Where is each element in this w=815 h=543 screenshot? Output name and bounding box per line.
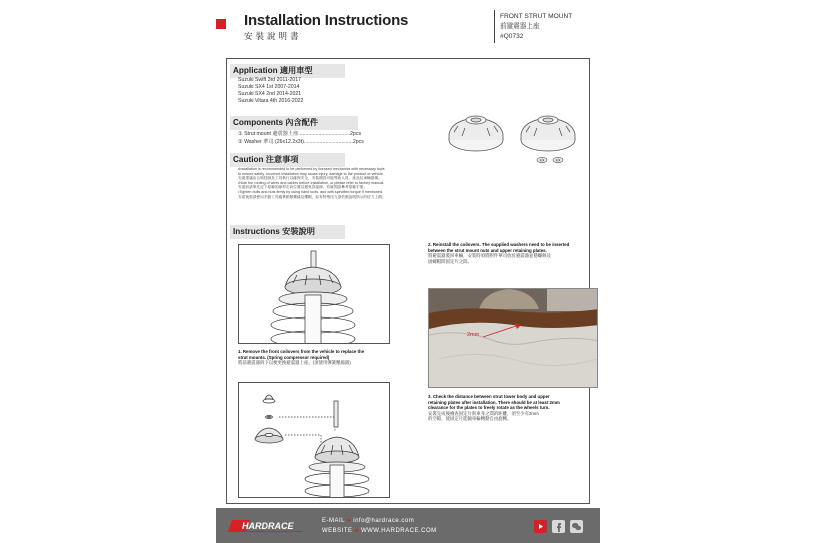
bullet-icon: ● — [354, 528, 359, 534]
hardrace-logo — [228, 516, 308, 536]
caution-line: 安裝建議由合格技師及工具執行以確保安全，安裝錯誤可能導致人員、產品及車輛損傷。 — [238, 176, 382, 181]
strut-mount-drawing — [449, 116, 503, 151]
youtube-icon[interactable] — [534, 520, 547, 533]
caution-line: to ensure safety. Incorrect installation may cause injury, damage to the product or vehicle. — [238, 171, 385, 176]
caution-line: •Tighten bolts and nuts firmly by using hand tools, and with specified torque if mentioned. — [238, 189, 384, 194]
svg-text:HARDRACE: HARDRACE — [242, 521, 294, 531]
step3-text — [428, 394, 598, 422]
step2-photo — [428, 288, 598, 388]
exploded-drawing — [239, 383, 390, 498]
website-link[interactable]: WWW.HARDRACE.COM — [360, 528, 437, 534]
header-divider — [494, 10, 495, 43]
step2-cn: 將避震器裝回車輛，安裝時須將附件華司放於避震器並穩螺絲及 — [428, 253, 551, 259]
strut-tower-photo — [429, 289, 598, 388]
application-item: Suzuki Vitara 4th 2016-2022 — [238, 98, 304, 104]
footer — [216, 508, 600, 543]
step2-text — [428, 242, 596, 264]
coilover-drawing — [239, 245, 390, 344]
product-name-cn: 前避震器上座 — [500, 23, 540, 30]
application-item: Suzuki SX4 1st 2007-2014 — [238, 84, 300, 90]
page-title: Installation Instructions — [244, 12, 409, 29]
step1-text — [238, 349, 428, 366]
page-subtitle: 安裝說明書 — [244, 32, 302, 42]
washer-drawing — [537, 157, 563, 162]
application-item: Suzuki Swift 3rd 2011-2017 — [238, 77, 302, 83]
caution-text — [238, 167, 438, 199]
step1-title: 1. Remove the front coilovers from the vehicle to replace the — [238, 349, 365, 354]
wechat-icon[interactable] — [570, 520, 583, 533]
step1-title-2: strut mounts. (Spring compressor required) — [238, 354, 330, 360]
step3-title-2: retaining plates after installation. There should be at least 2mm — [428, 399, 560, 405]
clearance-label: 2mm — [467, 332, 480, 338]
website-label: WEBSITE — [322, 528, 353, 534]
instruction-sheet — [216, 0, 600, 543]
components-list — [238, 130, 364, 146]
step1-cn: 將前避震器拆下以便更換避震器上座。(須使用彈簧壓縮器) — [238, 360, 351, 366]
caution-line: •Note the routing of wires and cables before installation, or please refer to factory manual. — [238, 180, 385, 185]
component-item: ② Washer 華司 (26x12.2x3t)..................................2pcs — [238, 139, 364, 145]
caution-heading: Caution 注意事項 — [230, 153, 345, 167]
footer-contact — [322, 516, 437, 536]
application-list — [238, 77, 303, 105]
product-info — [500, 12, 572, 42]
product-illustration — [438, 98, 588, 170]
product-name: FRONT STRUT MOUNT — [500, 13, 573, 20]
part-number: #Q0732 — [500, 33, 524, 40]
caution-line: 安裝前請事先記下原廠的線材走向位置以避免誤接線，有疑問請參考原廠手冊。 — [238, 185, 368, 190]
component-item: ① Strut mount 避震器上座....................................2pcs — [238, 131, 362, 137]
components-heading: Components 內含配件 — [230, 116, 358, 130]
step1-illustration — [238, 244, 390, 344]
email-link[interactable]: info@hardrace.com — [353, 518, 415, 524]
bullet-icon: ● — [346, 518, 352, 524]
email-label: E-MAIL — [322, 518, 345, 524]
step2-title: 2. Reinstall the coilovers. The supplied washers need to be inserted — [428, 242, 570, 247]
header-accent-bar — [216, 19, 226, 29]
step1-exploded-illustration — [238, 382, 390, 498]
application-heading: Application 適用車型 — [230, 64, 345, 78]
facebook-icon[interactable] — [552, 520, 565, 533]
step2-title-2: between the strut mount nuts and upper retaining plates. — [428, 247, 547, 253]
caution-line: •Installation is recommended to be performed by licensed mechanics with necessary tools — [238, 167, 385, 171]
step3-title: 3. Check the distance between strut tower body and upper — [428, 394, 550, 399]
caution-line: 安裝後需請使用手動工具確實鎖緊螺絲及螺帽，如有特殊扭力請依照說明指示的扭力上鎖。 — [238, 194, 386, 199]
step3-cn-2: 的空隙，使固定片能隨車輪轉動自由旋轉。 — [428, 416, 512, 422]
step3-title-3: clearance for the plates to freely rotate as the wheels turn. — [428, 405, 550, 411]
instructions-heading: Instructions 安裝說明 — [230, 225, 345, 239]
application-item: Suzuki SX4 2nd 2014-2021 — [238, 91, 302, 97]
step3-cn: 安裝完成後檢查固定片與車身之間的距離，須至少有2mm — [428, 410, 539, 416]
step2-cn-2: 固螺帽間固定片之間。 — [428, 258, 472, 264]
strut-mount-drawing — [521, 116, 575, 151]
